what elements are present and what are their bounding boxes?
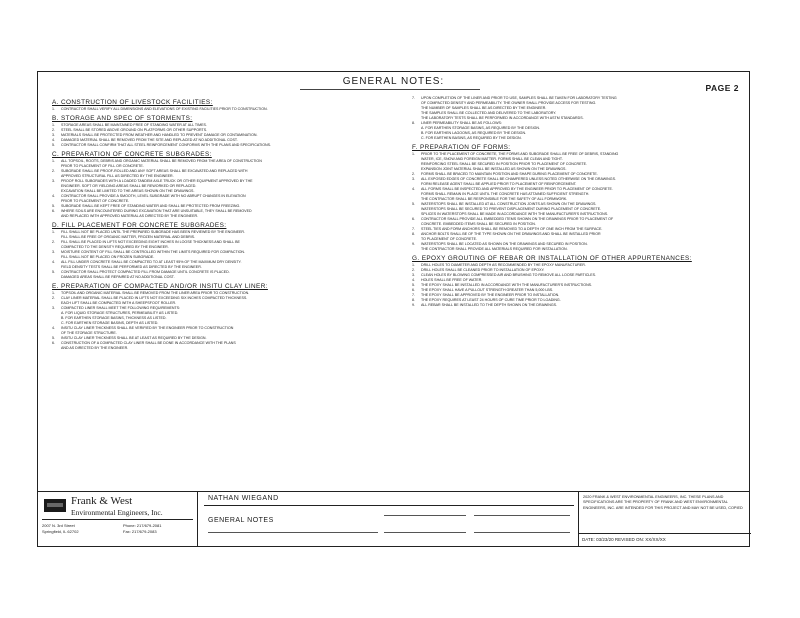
- note-number: 3.: [52, 250, 55, 254]
- note-line: B. FOR EARTHEN LAGOONS, AS REQUIRED BY THE DESIGN.: [421, 131, 527, 135]
- note-line: A. FOR LIQUID STORAGE STRUCTURES, PERMEABILITY AS LISTED.: [61, 311, 179, 315]
- note-number: 6.: [412, 288, 415, 292]
- note-text: [61, 240, 394, 250]
- note-line: ALL TOPSOIL, ROOTS, DEBRIS AND ORGANIC MATERIAL SHALL BE REMOVED FROM THE AREA OF CONSTRUCTION: [61, 159, 262, 163]
- note-line: ANCHOR BOLTS SHALL BE OF THE TYPE SHOWN ON THE DRAWINGS AND SHALL BE INSTALLED PRIOR: [421, 232, 601, 236]
- note-line: FORM RELEASE AGENT SHALL BE APPLIED PRIOR TO PLACEMENT OF REINFORCEMENT.: [421, 182, 577, 186]
- note-line: REINFORCING STEEL SHALL BE SECURED IN POSITION PRIOR TO PLACEMENT OF CONCRETE.: [421, 162, 588, 166]
- note-number: 8.: [412, 232, 415, 236]
- note-item: [52, 169, 394, 179]
- note-item: [52, 270, 394, 280]
- blank-line: [474, 532, 570, 533]
- section-heading: G. EPOXY GROUTING OF REBAR OR INSTALLATION OF OTHER APPURTENANCES:: [412, 255, 692, 262]
- firm-logo-icon: [44, 499, 66, 512]
- note-line: EXPANSION JOINT MATERIAL SHALL BE INSTALLED AS SHOWN ON THE DRAWINGS.: [421, 167, 567, 171]
- note-number: 2.: [52, 296, 55, 300]
- note-line: OF COMPACTED DENSITY AND PERMEABILITY. THE OWNER SHALL PROVIDE ACCESS FOR TESTING.: [421, 101, 597, 105]
- note-text: [421, 152, 738, 172]
- note-text: [61, 169, 394, 179]
- note-text: [421, 187, 738, 202]
- note-item: [52, 209, 394, 219]
- sheet-title: GENERAL NOTES:: [342, 76, 445, 87]
- note-line: FIELD DENSITY TESTS SHALL BE PERFORMED AS DIRECTED BY THE ENGINEER.: [61, 265, 202, 269]
- note-number: 1.: [52, 107, 55, 111]
- note-line: EXCAVATION SHALL BE LIMITED TO THE AREAS SHOWN ON THE DRAWINGS.: [61, 189, 195, 193]
- note-number: 1.: [412, 263, 415, 267]
- firm-subtitle: Environmental Engineers, Inc.: [71, 508, 163, 517]
- note-text: [61, 143, 394, 148]
- note-line: FILL SHALL BE FREE OF ORGANIC MATTER, FROZEN MATERIAL AND DEBRIS.: [61, 235, 196, 239]
- note-number: 6.: [52, 341, 55, 345]
- note-line: TO PLACEMENT OF CONCRETE.: [421, 237, 477, 241]
- note-line: CONCRETE. EMBEDDED ITEMS SHALL BE SECURED IN POSITION.: [421, 222, 536, 226]
- note-number: 3.: [52, 306, 55, 310]
- note-item: [52, 240, 394, 250]
- note-number: 5.: [412, 202, 415, 206]
- note-number: 1.: [52, 123, 55, 127]
- note-line: LINER PERMEABILITY SHALL BE AS FOLLOWS:: [421, 121, 502, 125]
- note-item: [52, 230, 394, 240]
- note-number: 2.: [52, 169, 55, 173]
- note-text: [421, 232, 738, 242]
- note-line: B. FOR EARTHEN STORAGE BASINS, THICKNESS AS LISTED.: [61, 316, 167, 320]
- note-line: ENGINEER. SOFT OR YIELDING AREAS SHALL BE REWORKED OR REPLACED.: [61, 184, 197, 188]
- section-heading: E. PREPARATION OF COMPACTED AND/OR INSITU CLAY LINER:: [52, 283, 268, 290]
- note-line: ALL FORMS SHALL BE INSPECTED AND APPROVED BY THE ENGINEER PRIOR TO PLACEMENT OF CONCRETE.: [421, 187, 613, 191]
- firm-name: Frank & West: [71, 495, 133, 507]
- note-number: 7.: [412, 293, 415, 297]
- note-text: [61, 341, 394, 351]
- note-item: [52, 143, 394, 148]
- note-line: STEEL TIES AND FORM ANCHORS SHALL BE REMOVED TO A DEPTH OF ONE INCH FROM THE SURFACE.: [421, 227, 603, 231]
- note-line: COMPACTED TO THE DENSITY REQUIRED BY THE ENGINEER.: [61, 245, 169, 249]
- notes-section-g: [412, 255, 738, 308]
- note-text: [61, 326, 394, 336]
- section-heading: C. PREPARATION OF CONCRETE SUBGRADES:: [52, 151, 212, 158]
- note-line: INSITU CLAY LINER THICKNESS SHALL BE AT LEAST AS REQUIRED BY THE DESIGN.: [61, 336, 207, 340]
- note-item: [52, 260, 394, 270]
- note-line: AND AS DIRECTED BY THE ENGINEER.: [61, 346, 129, 350]
- note-number: 3.: [412, 177, 415, 181]
- note-number: 6.: [52, 209, 55, 213]
- note-line: C. FOR EARTHEN BASINS, AS REQUIRED BY THE DESIGN.: [421, 136, 522, 140]
- note-number: 5.: [52, 336, 55, 340]
- note-line: FORMS SHALL REMAIN IN PLACE UNTIL THE CONCRETE HAS ATTAINED SUFFICIENT STRENGTH.: [421, 192, 590, 196]
- client-name: NATHAN WIEGAND: [208, 495, 279, 502]
- note-text: [421, 121, 738, 141]
- note-item: [412, 187, 738, 202]
- note-number: 5.: [52, 204, 55, 208]
- note-text: [61, 179, 394, 194]
- note-line: A. FOR EARTHEN STORAGE BASINS, AS REQUIRED BY THE DESIGN.: [421, 126, 540, 130]
- note-number: 4.: [412, 187, 415, 191]
- note-line: DRILL HOLES SHALL BE CLEANED PRIOR TO INSTALLATION OF EPOXY.: [421, 268, 545, 272]
- note-line: WATERSTOPS SHALL BE LOCATED AS SHOWN ON THE DRAWINGS AND SECURED IN POSITION.: [421, 242, 588, 246]
- note-line: CONTRACTOR SHALL VERIFY ALL DIMENSIONS AND ELEVATIONS OF EXISTING FACILITIES PRIOR TO CONSTRUCTION.: [61, 107, 268, 111]
- note-text: [421, 303, 738, 308]
- notes-section-f: [412, 144, 738, 252]
- note-line: CLEAN HOLES BY BLOWING COMPRESSED AIR AND BRUSHING TO REMOVE ALL LOOSE PARTICLES.: [421, 273, 597, 277]
- note-number: 4.: [52, 326, 55, 330]
- note-item: [412, 242, 738, 252]
- note-line: WHERE SOILS ARE ENCOUNTERED DURING EXCAVATION THAT ARE UNSUITABLE, THEY SHALL BE REMOVED: [61, 209, 252, 213]
- note-number: 9.: [412, 303, 415, 307]
- note-line: CLAY LINER MATERIAL SHALL BE PLACED IN LIFTS NOT EXCEEDING SIX INCHES COMPACTED THICKNESS.: [61, 296, 248, 300]
- sheet-title-field: GENERAL NOTES: [208, 517, 274, 524]
- note-line: PRIOR TO PLACEMENT OF CONCRETE.: [61, 199, 130, 203]
- title-block: [38, 491, 749, 546]
- note-number: 1.: [52, 291, 55, 295]
- note-line: COMPACTED LINER SHALL MEET THE FOLLOWING REQUIREMENTS:: [61, 306, 181, 310]
- note-item: [52, 306, 394, 326]
- notes-section-c: [52, 151, 394, 219]
- blank-line: [384, 532, 466, 533]
- section-heading: A. CONSTRUCTION OF LIVESTOCK FACILITIES:: [52, 99, 213, 106]
- divider: [42, 519, 193, 520]
- note-number: 5.: [412, 283, 415, 287]
- note-line: PRIOR TO THE PLACEMENT OF CONCRETE, THE FORMS AND SUBGRADE SHALL BE FREE OF DEBRIS, STANDING: [421, 152, 619, 156]
- note-text: [421, 177, 738, 187]
- note-text: [61, 209, 394, 219]
- note-line: MATERIALS SHALL BE PROTECTED FROM WEATHER AND HANDLED TO PREVENT DAMAGE OR CONTAMINATION.: [61, 133, 258, 137]
- project-info: [204, 492, 574, 546]
- address-line: 2007 N. 3rd Street: [42, 523, 75, 528]
- note-line: SUBGRADE SHALL BE PROOF-ROLLED AND ANY SOFT AREAS SHALL BE EXCAVATED AND REPLACED WITH: [61, 169, 248, 173]
- note-item: [52, 194, 394, 204]
- firm-info: [38, 492, 198, 546]
- note-item: [412, 96, 738, 121]
- note-line: FORMS SHALL BE BRACED TO MAINTAIN POSITION AND SHAPE DURING PLACEMENT OF CONCRETE.: [421, 172, 598, 176]
- fax-number: Fax: 217/679-2083: [123, 528, 157, 534]
- note-line: CONSTRUCTION OF A COMPACTED CLAY LINER SHALL BE DONE IN ACCORDANCE WITH THE PLANS: [61, 341, 236, 345]
- note-line: AND REPLACED WITH APPROVED MATERIAL AS DIRECTED BY THE ENGINEER.: [61, 214, 199, 218]
- firm-address: [42, 523, 79, 534]
- note-line: CONTRACTOR SHALL PROTECT COMPACTED FILL FROM DAMAGE UNTIL CONCRETE IS PLACED.: [61, 270, 230, 274]
- note-text: [61, 270, 394, 280]
- note-line: ALL EXPOSED EDGES OF CONCRETE SHALL BE CHAMFERED UNLESS NOTED OTHERWISE ON THE DRAWINGS.: [421, 177, 616, 181]
- note-text: [61, 159, 394, 169]
- note-line: SPLICES IN WATERSTOPS SHALL BE MADE IN ACCORDANCE WITH THE MANUFACTURER'S INSTRUCTIONS.: [421, 212, 609, 216]
- note-number: 8.: [412, 298, 415, 302]
- note-number: 3.: [412, 273, 415, 277]
- divider: [204, 505, 574, 506]
- note-line: THE CONTRACTOR SHALL BE RESPONSIBLE FOR THE SAFETY OF ALL FORMWORK.: [421, 197, 568, 201]
- note-number: 2.: [52, 240, 55, 244]
- dates-field: DATE: 03/23/20 REVISED ON: XX/XX/XX: [579, 533, 751, 546]
- note-line: THE SAMPLES SHALL BE COLLECTED AND DELIVERED TO THE LABORATORY.: [421, 111, 557, 115]
- note-line: WATER, ICE, SNOW AND FOREIGN MATTER. FORMS SHALL BE CLEAN AND TIGHT.: [421, 157, 563, 161]
- note-line: INSITU CLAY LINER THICKNESS SHALL BE VERIFIED BY THE ENGINEER PRIOR TO CONSTRUCTION: [61, 326, 234, 330]
- note-number: 2.: [52, 128, 55, 132]
- note-line: THE EPOXY REQUIRES AT LEAST 24 HOURS OF CURE TIME PRIOR TO LOADING.: [421, 298, 561, 302]
- note-number: 2.: [412, 268, 415, 272]
- note-line: STORAGE AREAS SHALL BE MAINTAINED FREE OF STANDING WATER AT ALL TIMES.: [61, 123, 207, 127]
- address-line: Springfield, IL 62702: [42, 528, 79, 534]
- note-number: 7.: [412, 227, 415, 231]
- note-number: 7.: [412, 96, 415, 100]
- title-underline: [300, 89, 480, 90]
- section-heading: F. PREPARATION OF FORMS:: [412, 144, 511, 151]
- note-number: 4.: [52, 260, 55, 264]
- note-line: CONTRACTOR SHALL PROVIDE ALL EMBEDDED ITEMS SHOWN ON THE DRAWINGS PRIOR TO PLACEMENT OF: [421, 217, 614, 221]
- note-number: 5.: [52, 270, 55, 274]
- notes-section-e: [52, 283, 394, 351]
- note-number: 4.: [52, 138, 55, 142]
- note-item: [52, 326, 394, 336]
- note-number: 3.: [52, 133, 55, 137]
- blank-line: [474, 515, 570, 516]
- note-number: 6.: [412, 217, 415, 221]
- note-line: HOLES SHALL BE FREE OF WATER.: [421, 278, 483, 282]
- note-line: DAMAGED AREAS SHALL BE REPAIRED AT NO ADDITIONAL COST.: [61, 275, 175, 279]
- note-text: [61, 194, 394, 204]
- notes-left-column: [52, 96, 394, 482]
- note-item: [412, 177, 738, 187]
- note-number: 2.: [412, 172, 415, 176]
- note-number: 1.: [52, 230, 55, 234]
- note-number: 4.: [52, 194, 55, 198]
- note-item: [52, 159, 394, 169]
- note-item: [412, 232, 738, 242]
- note-line: THE EPOXY SHALL BE INSTALLED IN ACCORDANCE WITH THE MANUFACTURER'S INSTRUCTIONS.: [421, 283, 593, 287]
- note-number: 4.: [412, 278, 415, 282]
- note-line: ALL FILL UNDER CONCRETE SHALL BE COMPACTED TO AT LEAST 95% OF THE MAXIMUM DRY DENSITY.: [61, 260, 242, 264]
- firm-phones: [123, 523, 161, 534]
- note-line: DAMAGED MATERIAL SHALL BE REMOVED FROM THE SITE AND REPLACED AT NO ADDITIONAL COST.: [61, 138, 238, 142]
- note-line: MOISTURE CONTENT OF FILL SHALL BE CONTROLLED WITHIN THE LIMITS REQUIRED FOR COMPACTION.: [61, 250, 246, 254]
- note-line: DRILL HOLES TO DIAMETER AND DEPTH AS RECOMMENDED BY THE EPOXY MANUFACTURER.: [421, 263, 586, 267]
- blank-line: [208, 532, 378, 533]
- note-item: [52, 296, 394, 306]
- note-line: OF THE STORAGE STRUCTURE.: [61, 331, 117, 335]
- note-line: CONTRACTOR SHALL PROVIDE A SMOOTH, LEVEL SUBGRADE WITH NO ABRUPT CHANGES IN ELEVATION: [61, 194, 246, 198]
- note-item: [412, 303, 738, 308]
- note-line: PRIOR TO PLACEMENT OF FILL OR CONCRETE.: [61, 164, 144, 168]
- note-item: [52, 179, 394, 194]
- note-line: FILL SHALL BE PLACED IN LIFTS NOT EXCEEDING EIGHT INCHES IN LOOSE THICKNESS AND SHALL BE: [61, 240, 240, 244]
- note-line: ALL REBAR SHALL BE INSTALLED TO THE DEPTH SHOWN ON THE DRAWINGS.: [421, 303, 558, 307]
- note-item: [412, 217, 738, 227]
- note-text: [61, 250, 394, 260]
- note-number: 9.: [412, 242, 415, 246]
- note-line: THE NUMBER OF SAMPLES SHALL BE AS DIRECTED BY THE ENGINEER.: [421, 106, 547, 110]
- notes-section-b: [52, 115, 394, 148]
- notes-right-column: [412, 96, 738, 482]
- note-number: 1.: [412, 152, 415, 156]
- note-line: WATERSTOPS SHALL BE SECURED TO PREVENT DISPLACEMENT DURING PLACEMENT OF CONCRETE.: [421, 207, 602, 211]
- note-line: UPON COMPLETION OF THE LINER AND PRIOR TO USE, SAMPLES SHALL BE TAKEN FOR LABORATORY TESTING: [421, 96, 617, 100]
- note-line: THE EPOXY SHALL HAVE A PULLOUT STRENGTH GREATER THAN 5,000 LBS.: [421, 288, 554, 292]
- blank-line: [384, 515, 466, 516]
- note-text: [61, 107, 394, 112]
- notes-section-a: [52, 99, 394, 112]
- note-text: [421, 96, 738, 121]
- note-item: [412, 202, 738, 217]
- drawing-sheet: [37, 71, 750, 547]
- section-heading: D. FILL PLACEMENT FOR CONCRETE SUBGRADES:: [52, 222, 227, 229]
- page-number: PAGE 2: [705, 83, 739, 93]
- note-line: CONTRACTOR SHALL CONFIRM THAT ALL STEEL REINFORCEMENT CONFORMS WITH THE PLANS AND SPECIFICATIONS.: [61, 143, 271, 147]
- note-item: [412, 121, 738, 141]
- notes-section-d: [52, 222, 394, 280]
- note-text: [421, 217, 738, 227]
- note-line: FILL SHALL NOT BE PLACED UNTIL THE PREPARED SUBGRADE HAS BEEN REVIEWED BY THE ENGINEER.: [61, 230, 245, 234]
- notes-section-e-continued: [412, 96, 738, 141]
- note-line: TOPSOIL AND ORGANIC MATERIAL SHALL BE REMOVED FROM THE LINER AREA PRIOR TO CONSTRUCTION.: [61, 291, 250, 295]
- note-text: [421, 202, 738, 217]
- note-line: C. FOR EARTHEN STORAGE BASINS, DEPTH AS LISTED.: [61, 321, 159, 325]
- section-heading: B. STORAGE AND SPEC OF STORMENTS:: [52, 115, 193, 122]
- copyright-info: [578, 492, 751, 546]
- note-line: SUBGRADE SHALL BE KEPT FREE OF STANDING WATER AND SHALL BE PROTECTED FROM FREEZING.: [61, 204, 241, 208]
- note-text: [61, 306, 394, 326]
- note-number: 3.: [52, 179, 55, 183]
- note-line: EACH LIFT SHALL BE COMPACTED WITH A SHEEPSFOOT ROLLER.: [61, 301, 177, 305]
- note-item: [52, 107, 394, 112]
- note-item: [412, 152, 738, 172]
- note-line: APPROVED STRUCTURAL FILL AS DIRECTED BY THE ENGINEER.: [61, 174, 174, 178]
- copyright-text: 2020 FRANK & WEST ENVIRONMENTAL ENGINEERS, INC. THESE PLANS AND SPECIFICATIONS ARE THE PROPERTY OF FRANK AND WEST ENVIRONMENTAL ENGINEERS, INC. ARE INTENDED FOR THIS PROJECT AND MAY NOT BE USED, COPIED: [583, 495, 743, 510]
- note-number: 8.: [412, 121, 415, 125]
- note-item: [52, 341, 394, 351]
- note-line: THE EPOXY SHALL BE APPROVED BY THE ENGINEER PRIOR TO INSTALLATION.: [421, 293, 560, 297]
- note-number: 5.: [52, 143, 55, 147]
- note-text: [61, 296, 394, 306]
- note-line: WATERSTOPS SHALL BE INSTALLED AT ALL CONSTRUCTION JOINTS AS SHOWN ON THE DRAWINGS.: [421, 202, 597, 206]
- note-text: [61, 230, 394, 240]
- note-line: THE CONTRACTOR SHALL PROVIDE ALL MATERIALS REQUIRED FOR INSTALLATION.: [421, 247, 568, 251]
- note-number: 1.: [52, 159, 55, 163]
- phone-number: Phone: 217/679-2081: [123, 523, 162, 528]
- note-text: [61, 260, 394, 270]
- note-line: FILL SHALL NOT BE PLACED ON FROZEN SUBGRADE.: [61, 255, 155, 259]
- note-line: PROOF ROLL SUBGRADES WITH A LOADED TANDEM AXLE TRUCK OR OTHER EQUIPMENT APPROVED BY THE: [61, 179, 253, 183]
- note-line: STEEL SHALL BE STORED ABOVE GROUND ON PLATFORMS OR OTHER SUPPORTS.: [61, 128, 208, 132]
- note-item: [52, 250, 394, 260]
- note-text: [421, 242, 738, 252]
- note-line: THE LABORATORY TESTS SHALL BE PERFORMED IN ACCORDANCE WITH ASTM STANDARDS.: [421, 116, 584, 120]
